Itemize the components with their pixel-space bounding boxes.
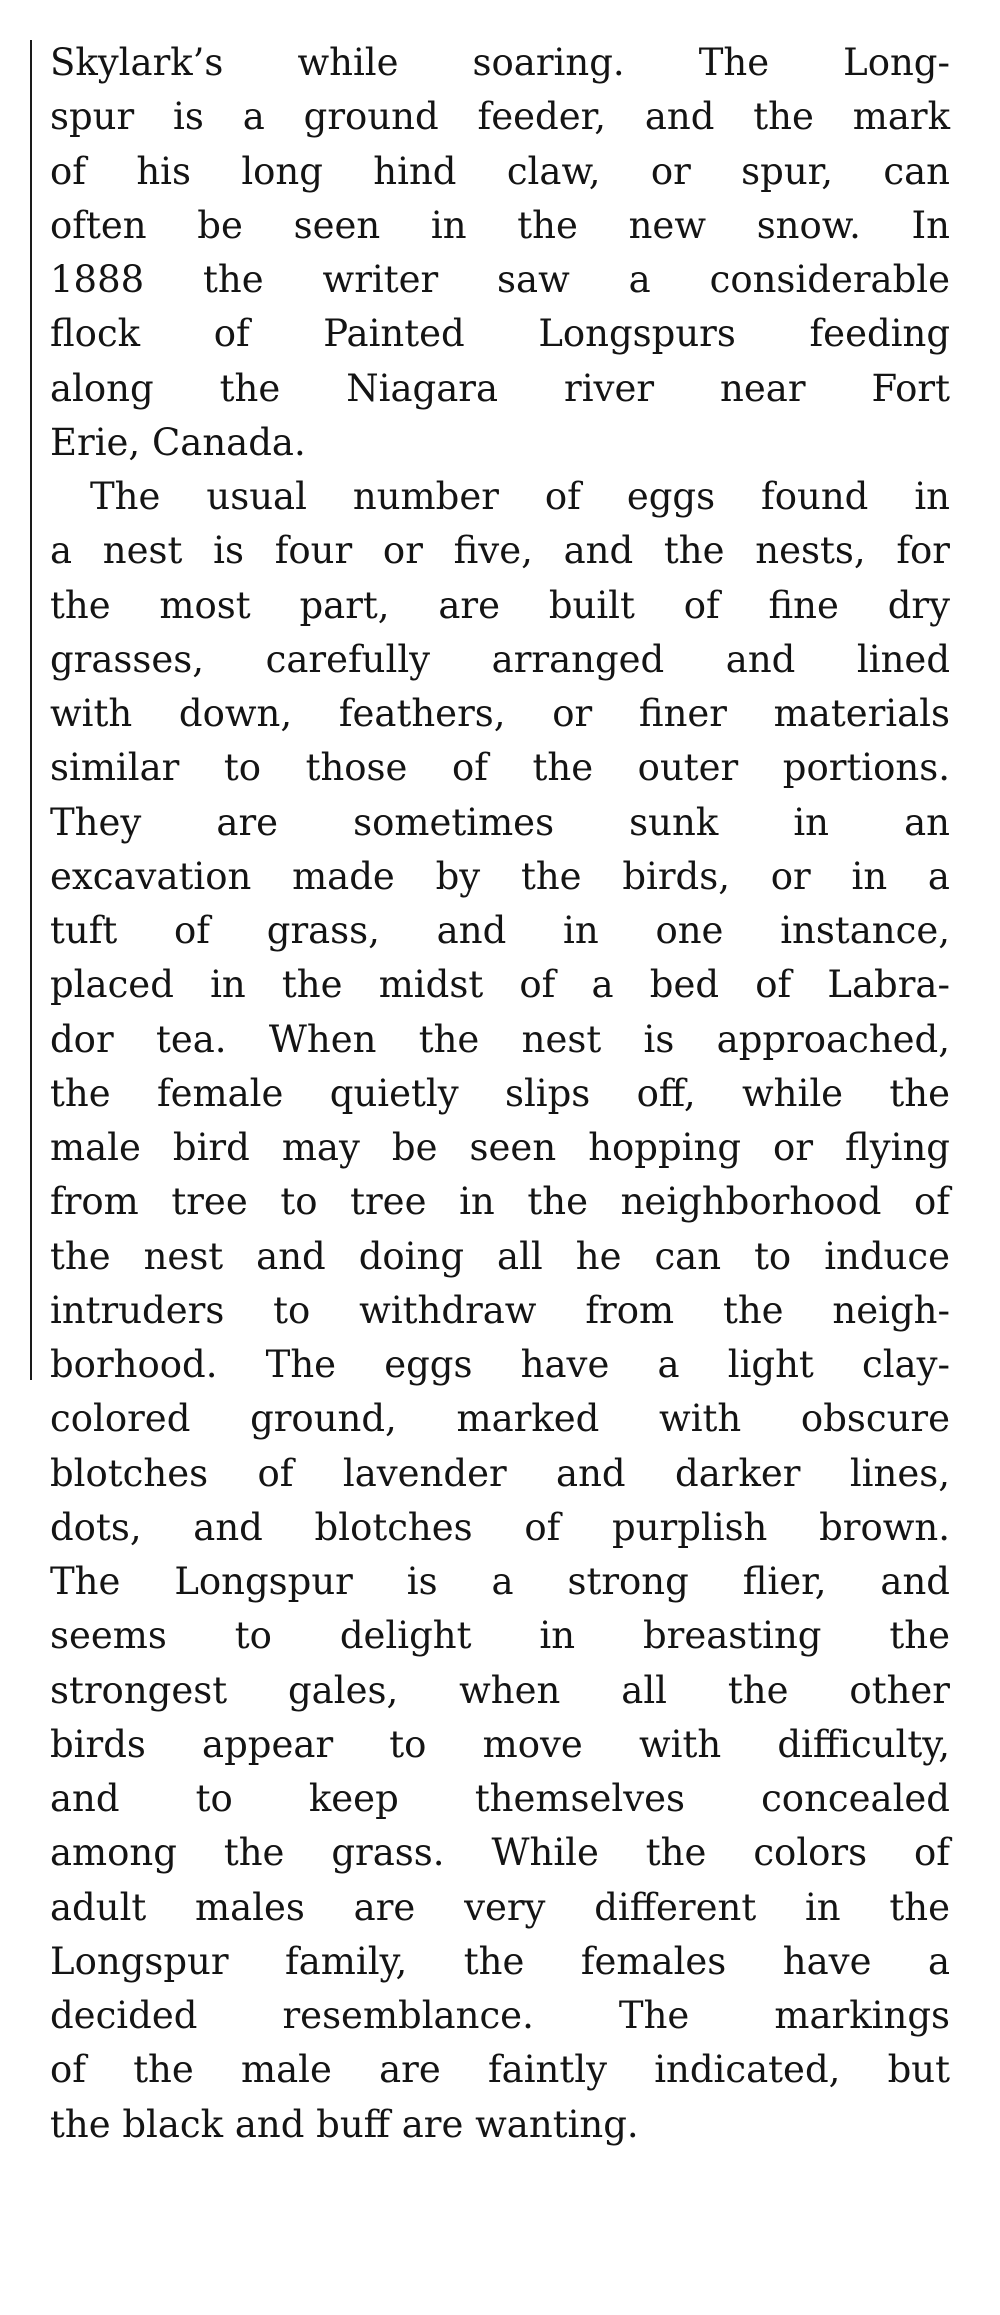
text-line: blotches of lavender and darker lines, (50, 1451, 950, 1495)
text-line: The Longspur is a strong flier, and (50, 1560, 950, 1603)
text-line: the black and buff are wanting. (50, 2102, 639, 2146)
text-line: The usual number of eggs found in (90, 475, 950, 518)
text-line: excavation made by the birds, or in a (50, 854, 950, 898)
margin-rule (30, 40, 32, 1380)
text-line: decided resemblance. The markings (50, 1994, 950, 2037)
text-line: placed in the midst of a bed of Labra- (50, 963, 950, 1007)
text-line: and to keep themselves concealed (50, 1777, 950, 1820)
text-line: seems to delight in breasting the (50, 1614, 950, 1658)
text-line: borhood. The eggs have a light clay- (50, 1343, 950, 1386)
text-line: Erie, Canada. (50, 420, 306, 464)
text-line: a nest is four or five, and the nests, for (50, 529, 950, 573)
text-line: the female quietly slips off, while the (50, 1071, 950, 1115)
text-line: Skylark’s while soaring. The Long- (50, 41, 950, 84)
text-line: flock of Painted Longspurs feeding (50, 312, 950, 356)
text-line: dor tea. When the nest is approached, (50, 1017, 950, 1061)
text-line: of his long hind claw, or spur, can (50, 149, 950, 193)
text-line: birds appear to move with difficulty, (50, 1722, 950, 1766)
text-line: along the Niagara river near Fort (50, 366, 950, 410)
paragraph-1 (50, 36, 950, 470)
text-line: male bird may be seen hopping or flying (50, 1126, 950, 1169)
text-line: among the grass. While the colors of (50, 1831, 950, 1875)
text-line: the nest and doing all he can to induce (50, 1234, 950, 1278)
text-line: of the male are faintly indicated, but (50, 2048, 950, 2092)
text-line: often be seen in the new snow. In (50, 203, 950, 247)
text-line: the most part, are built of fine dry (50, 583, 950, 627)
text-line: Longspur family, the females have a (50, 1939, 950, 1983)
text-line: strongest gales, when all the other (50, 1668, 950, 1712)
text-line: with down, feathers, or finer materials (50, 692, 950, 735)
text-line: adult males are very different in the (50, 1885, 950, 1929)
text-line: They are sometimes sunk in an (50, 800, 950, 844)
text-line: dots, and blotches of purplish brown. (50, 1505, 950, 1549)
text-line: 1888 the writer saw a considerable (50, 258, 950, 301)
text-line: spur is a ground feeder, and the mark (50, 95, 950, 139)
text-line: from tree to tree in the neighborhood of (50, 1180, 950, 1224)
paragraph-2 (50, 470, 950, 2152)
text-line: intruders to withdraw from the neigh- (50, 1288, 950, 1332)
text-column (50, 36, 950, 2152)
text-line: similar to those of the outer portions. (50, 746, 950, 790)
text-line: tuft of grass, and in one instance, (50, 909, 950, 952)
text-line: grasses, carefully arranged and lined (50, 637, 950, 681)
text-line: colored ground, marked with obscure (50, 1397, 950, 1441)
